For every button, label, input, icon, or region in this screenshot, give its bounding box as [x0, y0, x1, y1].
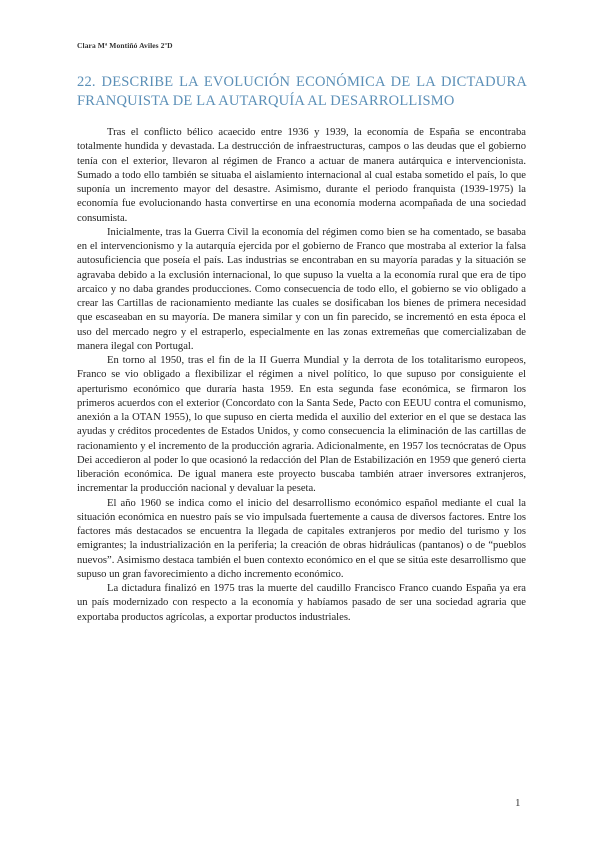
paragraph-aperturismo: En torno al 1950, tras el fin de la II Guerra Mundial y la derrota de los totalitarismo europeos, Franco se vio obligado a flexibilizar el régimen a nivel político, lo que supuso por consiguiente el aperturismo económico que duraría hasta 1959. En esta segunda fase económica, se firmaron los primeros acuerdos con el exterior (Concordato con la Santa Sede, Pacto con EEUU contra el comunismo, anexión a la OTAN 1955), lo que supuso en cierta medida el auxilio del exterior en el que se destaca las ayudas y créditos procedentes de Estados Unidos, y como consecuencia la eliminación de las cartillas de racionamiento y el incremento de la producción agraria. Adicionalmente, en 1957 los tecnócratas de Opus Dei accedieron al poder lo que ocasionó la redacción del Plan de Estabilización en 1959 que generó cierta liberación económica. De igual manera este proyecto buscaba también atraer inversores extranjeros, incrementar la producción nacional y devaluar la peseta.	[77, 355, 526, 495]
page-number: 1	[515, 797, 521, 809]
page-header-author: Clara Mª Montiñó Aviles 2ºD	[77, 41, 173, 50]
document-body	[77, 126, 526, 625]
paragraph-fin-dictadura: La dictadura finalizó en 1975 tras la muerte del caudillo Francisco Franco cuando España ya era un país modernizado con respecto a la economía y habíamos pasado de ser una sociedad agraria que exportaba productos agrícolas, a exportar productos industriales.	[77, 583, 526, 623]
paragraph-desarrollismo: El año 1960 se indica como el inicio del desarrollismo económico español mediante el cual la situación económica en nuestro país se vio impulsada fuertemente a causa de diversos factores. Entre los factores más destacados se encuentra la llegada de capitales extranjeros por medio del turismo y los emigrantes; la industrialización en la periferia; la creación de obras hidráulicas (pantanos) o de “pueblos nuevos”. Asimismo destaca también el buen contexto económico en el que se sitúa este desarrollismo que supuso un gran favorecimiento a dicho incremento económico.	[77, 497, 526, 580]
document-title: 22. DESCRIBE LA EVOLUCIÓN ECONÓMICA DE LA DICTADURA FRANQUISTA DE LA AUTARQUÍA AL DESARROLLISMO	[77, 74, 527, 109]
paragraph-autarquia: Inicialmente, tras la Guerra Civil la economía del régimen como bien se ha comentado, se basaba en el intervencionismo y la autarquía ejercida por el gobierno de Franco que mostraba al exterior la falsa autosuficiencia que poseía el país. Las industrias se encontraban en su mayoría paradas y la situación se agravaba debido a la exclusión internacional, lo que supuso la vuelta a la economía rural que era de tipo arcaico y no daba grandes producciones. Como consecuencia de todo ello, el gobierno se vio obligado a crear las Cartillas de racionamiento mediante las cuales se dosificaban los bienes de primera necesidad que escaseaban en su mayoría. De manera similar y con un fin parecido, se incrementó en esta época el uso del mercado negro y el estraperlo, especialmente en las zonas extremeñas que comercializaban de manera ilegal con Portugal.	[77, 226, 526, 352]
paragraph-intro: Tras el conflicto bélico acaecido entre 1936 y 1939, la economía de España se encontraba totalmente hundida y devastada. La destrucción de infraestructuras, campos o las deudas que el gobierno tenía con el exterior, llevaron al régimen de Franco a actuar de manera autárquica e intervencionista. Sumado a todo ello también se situaba el aislamiento internacional al cual estaba sometido el país, lo que suponía un incremento mayor del desastre. Asimismo, durante el periodo franquista (1939-1975) la economía fue evolucionando hasta convertirse en una economía moderna acompañada de una sociedad consumista.	[77, 127, 526, 224]
